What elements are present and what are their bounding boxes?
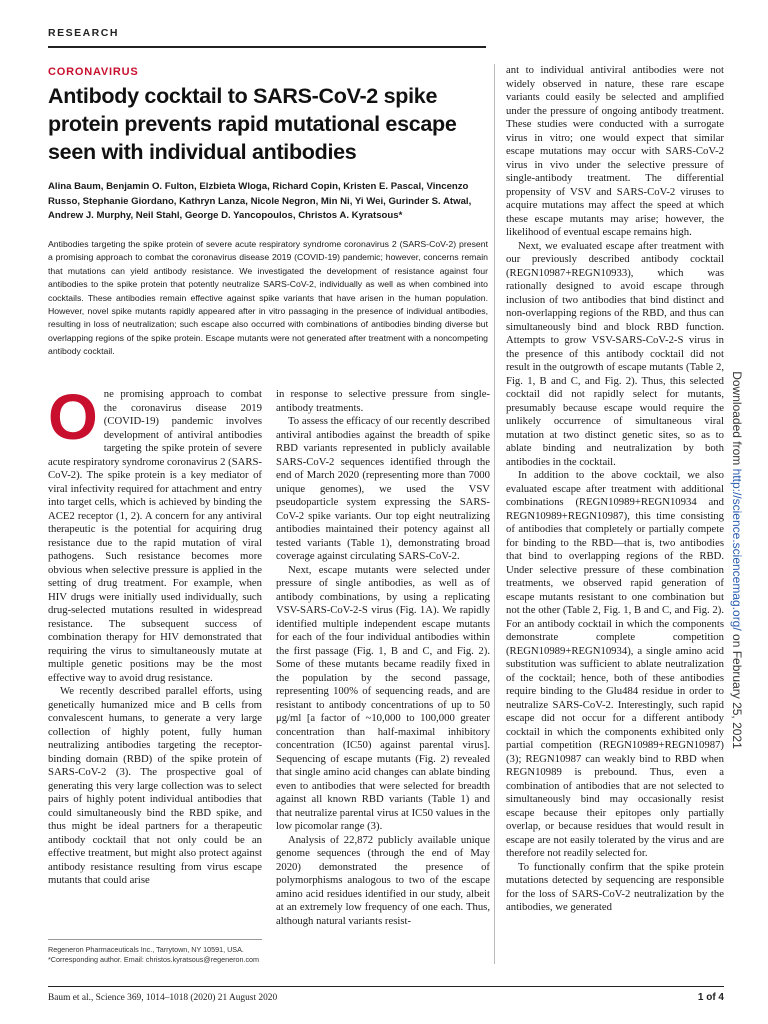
section-label: RESEARCH (48, 27, 119, 39)
paragraph: ant to individual antiviral antibodies were not widely observed in nature, these rare escape variants could easily be selected and amplified under the pressure of ongoing antibody treatment. These studies were conducted with a surrogate virus in vitro; one would expect that similar escape mutations may occur with SARS-CoV-2 virus in vivo under the selective pressure of single-antibody treatment. The differential propensity of VSV and SARS-CoV-2 viruses to acquire mutations may affect the speed at which these escape mutants may arise; however, the likelihood of eventual escape remains high. (506, 64, 724, 238)
top-rule (48, 46, 486, 48)
category-label: CORONAVIRUS (48, 66, 139, 78)
watermark-link[interactable]: http://science.sciencemag.org/ (730, 468, 744, 631)
paragraph: To functionally confirm that the spike protein mutations detected by sequencing are responsible for the loss of SARS-CoV-2 neutralization by the antibodies, we generated (506, 860, 724, 913)
article-title: Antibody cocktail to SARS-CoV-2 spike protein prevents rapid mutational escape seen with individual antibodies (48, 84, 457, 164)
author-list: Alina Baum, Benjamin O. Fulton, Elzbieta Wloga, Richard Copin, Kristen E. Pascal, Vincenzo Russo, Stephanie Giordano, Kathryn Lanza, Nicole Negron, Min Ni, Yi Wei, Gurinder S. Atwal, Andrew J. Murphy, Neil Stahl, George D. Yancopoulos, Christos A. Kyratsous* (48, 181, 472, 222)
paragraph: Next, escape mutants were selected under pressure of single antibodies, as well as of antibody combinations, by using a replicating VSV-SARS-CoV-2-S virus (Fig. 1A). We rapidly identified multiple independent escape mutants for each of the four individual antibodies within the first passage (Fig. 1, B and C, and Fig. 2). Some of these mutants became readily fixed in the population by the second passage, representing 100% of sequencing reads, and are resistant to antibody concentrations of up to 50 μg/ml [a factor of ~10,000 to 100,000 greater concentration than half-maximal inhibitory concentration (IC50) against parental virus]. Sequencing of escape mutants (Fig. 2) revealed that single amino acid changes can ablate binding even to antibodies that were selected for breadth against all known RBD variants (Table 1) and that neutralize parental virus at IC50 values in the low picomolar range (3). (276, 563, 490, 832)
paragraph: Analysis of 22,872 publicly available unique genome sequences (through the end of May 2020) demonstrated the presence of polymorphisms analogous to two of the escape amino acid residues identified in our study, albeit at an extremely low frequency of one each. Thus, although natural variants resist- (276, 833, 490, 927)
drop-cap: O (48, 381, 98, 453)
footer-citation: Baum et al., Science 369, 1014–1018 (2020) 21 August 2020 (48, 993, 278, 1003)
watermark-suffix: on February 25, 2021 (730, 630, 744, 749)
footer-rule (48, 986, 724, 987)
footnote-rule (48, 939, 262, 940)
affiliation: Regeneron Pharmaceuticals Inc., Tarrytown, NY 10591, USA. (48, 945, 244, 954)
body-column-1 (48, 381, 262, 888)
watermark-prefix: Downloaded from (730, 371, 744, 469)
column-divider (494, 64, 495, 964)
paragraph: In addition to the above cocktail, we also evaluated escape after treatment with additional combinations (REGN10989+REGN10934 and REGN10989+REGN10987), this time consisting of antibodies that completely or partially compete for binding to the RBD—that is, two antibodies that bind to overlapping regions of the RBD. Under selective pressure of these combination treatments, we observed rapid generation of escape mutants resistant to one combination but not the other (Table 2, Fig. 1, B and C, and Fig. 2). For an antibody cocktail in which the components demonstrate complete competition (REGN10989+REGN10934), a single amino acid substitution was sufficient to ablate neutralization of the cocktail; hence, both of these antibodies require binding to the Glu484 residue in order to neutralize SARS-CoV-2. Interestingly, such rapid escape did not occur for a different antibody cocktail in which the components exhibited only partial competition (REGN10989+REGN10987) (3); REGN10987 can weakly bind to RBD when REGN10989 is prebound. Thus, even a combination of antibodies that are not selected to simultaneously bind may occasionally resist escape because their epitopes only partially overlap, or because residues that would result in escape are not easily tolerated by the virus and are therefore not readily selected for. (506, 469, 724, 859)
body-column-2 (276, 388, 490, 928)
paragraph: Next, we evaluated escape after treatment with our previously described antibody cocktail (REGN10987+REGN10933), which was rationally designed to avoid escape through inclusion of two antibodies that bind distinct and non-overlapping regions of the RBD, and thus can simultaneously bind and block RBD function. Attempts to grow VSV-SARS-CoV-2-S virus in the presence of this antibody cocktail did not result in the outgrowth of escape mutants (Table 2, Fig. 1, B and C, and Fig. 2). Thus, this selected cocktail did not rapidly select for mutants, presumably because escape would require the unlikely occurrence of simultaneous viral mutation at two distinct genetic sites, so as to ablate binding and neutralization by both antibodies in the cocktail. (506, 239, 724, 468)
affiliation-footnote (48, 945, 268, 965)
paragraph: One promising approach to combat the coronavirus disease 2019 (COVID-19) pandemic involves development of antiviral antibodies targeting the spike protein of severe acute respiratory syndrome coronavirus 2 (SARS-CoV-2). The spike protein is a key mediator of viral infectivity required for attachment and entry into target cells, which is achieved by binding the ACE2 receptor (1, 2). A concern for any antiviral therapeutic is the potential for acquiring drug resistance due to the rapid mutation of viral pathogens. Such resistance becomes more obvious when selective pressure is applied in the setting of drug treatment. For example, when HIV drugs were initially used individually, such drug-selected mutations resulted in widespread resistance. The subsequent success of combination therapy for HIV demonstrated that requiring the virus to simultaneously mutate at multiple genetic positions may be the most effective way to avoid drug resistance. (48, 381, 262, 684)
page-number: 1 of 4 (697, 992, 724, 1003)
paragraph: To assess the efficacy of our recently described antiviral antibodies against the breadth of spike RBD variants represented in publicly available SARS-CoV-2 sequences identified through the end of March 2020 (representing more than 7000 unique genomes), we used the VSV pseudoparticle system expressing the SARS-CoV-2 spike variants. Our top eight neutralizing antibodies maintained their potency against all tested variants (Table 1), demonstrating broad coverage against circulating SARS-CoV-2. (276, 415, 490, 562)
paragraph: in response to selective pressure from single-antibody treatments. (276, 388, 490, 414)
corresponding-author: *Corresponding author. Email: christos.kyratsous@regeneron.com (48, 955, 260, 964)
paragraph: We recently described parallel efforts, using genetically humanized mice and B cells from convalescent humans, to generate a very large collection of highly potent, fully human neutralizing antibodies targeting the receptor-binding domain (RBD) of the spike protein of SARS-CoV-2 (3). The prospective goal of generating this very large collection was to select pairs of highly potent individual antibodies that could simultaneously bind the RBD spike, and thus might be ideal partners for a therapeutic antibody cocktail that not only could be an effective treatment, but might also protect against antibody resistance resulting from virus escape mutants that could arise (48, 685, 262, 886)
body-column-3 (506, 64, 724, 915)
abstract: Antibodies targeting the spike protein of severe acute respiratory syndrome coronavirus 2 (SARS-CoV-2) present a promising approach to combat the coronavirus disease 2019 (COVID-19) pandemic; however, concerns remain that mutations can yield antibody resistance. We investigated the development of resistance against four antibodies to the spike protein that potently neutralize SARS-CoV-2, individually as well as when combined into cocktails. These antibodies remain effective against spike variants that have arisen in the human population. However, novel spike mutants rapidly appeared after in vitro passaging in the presence of individual antibodies, resulting in loss of neutralization; such escape also occurred with combinations of antibodies binding diverse but overlapping regions of the spike protein. Escape mutants were not generated after treatment with a noncompeting antibody cocktail. (48, 239, 488, 357)
